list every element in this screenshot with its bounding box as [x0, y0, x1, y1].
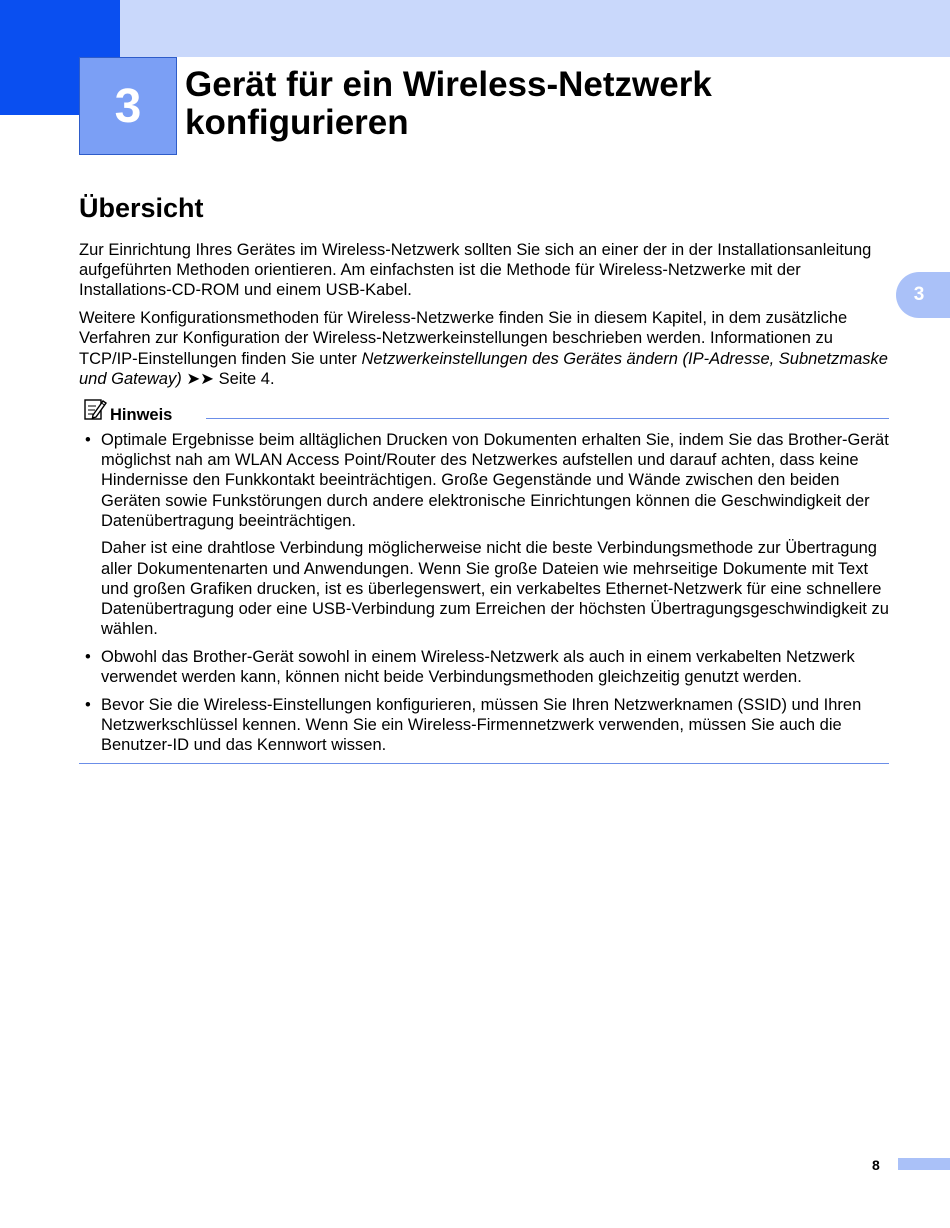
paragraph-intro: Zur Einrichtung Ihres Gerätes im Wireless-Netzwerk sollten Sie sich an einer der in der Installationsanleitung aufgeführten Methoden orientieren. Am einfachsten ist die Methode für Wireless-Netzwerke mit der Installations-CD-ROM und einem USB-Kabel. — [79, 241, 872, 300]
header-band — [0, 0, 950, 57]
note-item-text: Bevor Sie die Wireless-Einstellungen konfigurieren, müssen Sie Ihren Netzwerknamen (SSID) und Ihren Netzwerkschlüssel kennen. Wenn Sie ein Wireless-Firmennetzwerk verwenden, müssen Sie auch die Benutzer-ID und das Kennwort wissen. — [101, 695, 862, 755]
cross-reference-link[interactable]: Netzwerkeinstellungen des Gerätes ändern (IP-Adresse, Subnetzmaske und Gateway) — [79, 349, 888, 388]
note-item — [79, 430, 889, 640]
note-header — [79, 401, 889, 425]
note-item-text-continued: Daher ist eine drahtlose Verbindung möglicherweise nicht die beste Verbindungsmethode zur Übertragung aller Dokumentenarten und Anwendungen. Wenn Sie große Dateien wie mehrseitige Dokumente mit Text und großen Grafiken drucken, ist es überlegenswert, ein verkabeltes Ethernet-Netzwerk für eine schnellere Datenübertragung oder eine USB-Verbindung zum Erreichen der höchsten Übertragungsgeschwindigkeit zu wählen. — [101, 539, 889, 639]
note-item-text: Obwohl das Brother-Gerät sowohl in einem Wireless-Netzwerk als auch in einem verkabelten Netzwerk verwendet werden kann, können nicht beide Verbindungsmethoden gleichzeitig genutzt werden. — [101, 647, 855, 687]
chapter-divider — [176, 57, 177, 154]
note-label: Hinweis — [110, 405, 173, 424]
section-title: Übersicht — [79, 193, 204, 223]
paragraph-methods-text: Weitere Konfigurationsmethoden für Wireless-Netzwerke finden Sie in diesem Kapitel, in dem zusätzliche Verfahren zur Konfiguration der Wireless-Netzwerkeinstellungen beschrieben werden. Informationen zu TCP/IP-Einstellungen finden Sie unter — [79, 309, 848, 368]
page-ref-text: Seite 4. — [213, 369, 275, 388]
side-tab-label: 3 — [913, 284, 925, 305]
chapter-number: 3 — [114, 79, 142, 133]
page-number: 8 — [872, 1157, 880, 1173]
page-content — [79, 240, 889, 764]
note-item — [79, 647, 889, 687]
note-pencil-icon — [83, 397, 107, 421]
note-rule-bottom — [79, 763, 889, 764]
note-list — [79, 430, 889, 756]
note-item — [79, 695, 889, 756]
page-ref-arrows-icon: ➤➤ — [186, 369, 214, 388]
chapter-number-box — [79, 57, 177, 155]
chapter-side-tab — [896, 272, 950, 318]
chapter-title: Gerät für ein Wireless-Netzwerk konfigurieren — [185, 65, 712, 142]
footer-bar — [898, 1158, 950, 1170]
paragraph-methods — [79, 308, 889, 389]
note-rule-top — [206, 418, 889, 419]
note-item-text: • Optimale Ergebnisse beim alltäglichen Drucken von Dokumenten erhalten Sie, indem Sie das Brother-Gerät möglichst nah am WLAN Access Point/Router des Netzwerkes aufstellen und darauf achten, dass keine Hindernisse den Funkkontakt beeinträchtigen. Große Gegenstände und Wände zwischen den beiden Geräten sowie Funkstörungen durch andere elektronische Einrichtungen können die Geschwindigkeit der Datenübertragung beeinträchtigen. — [101, 430, 889, 530]
